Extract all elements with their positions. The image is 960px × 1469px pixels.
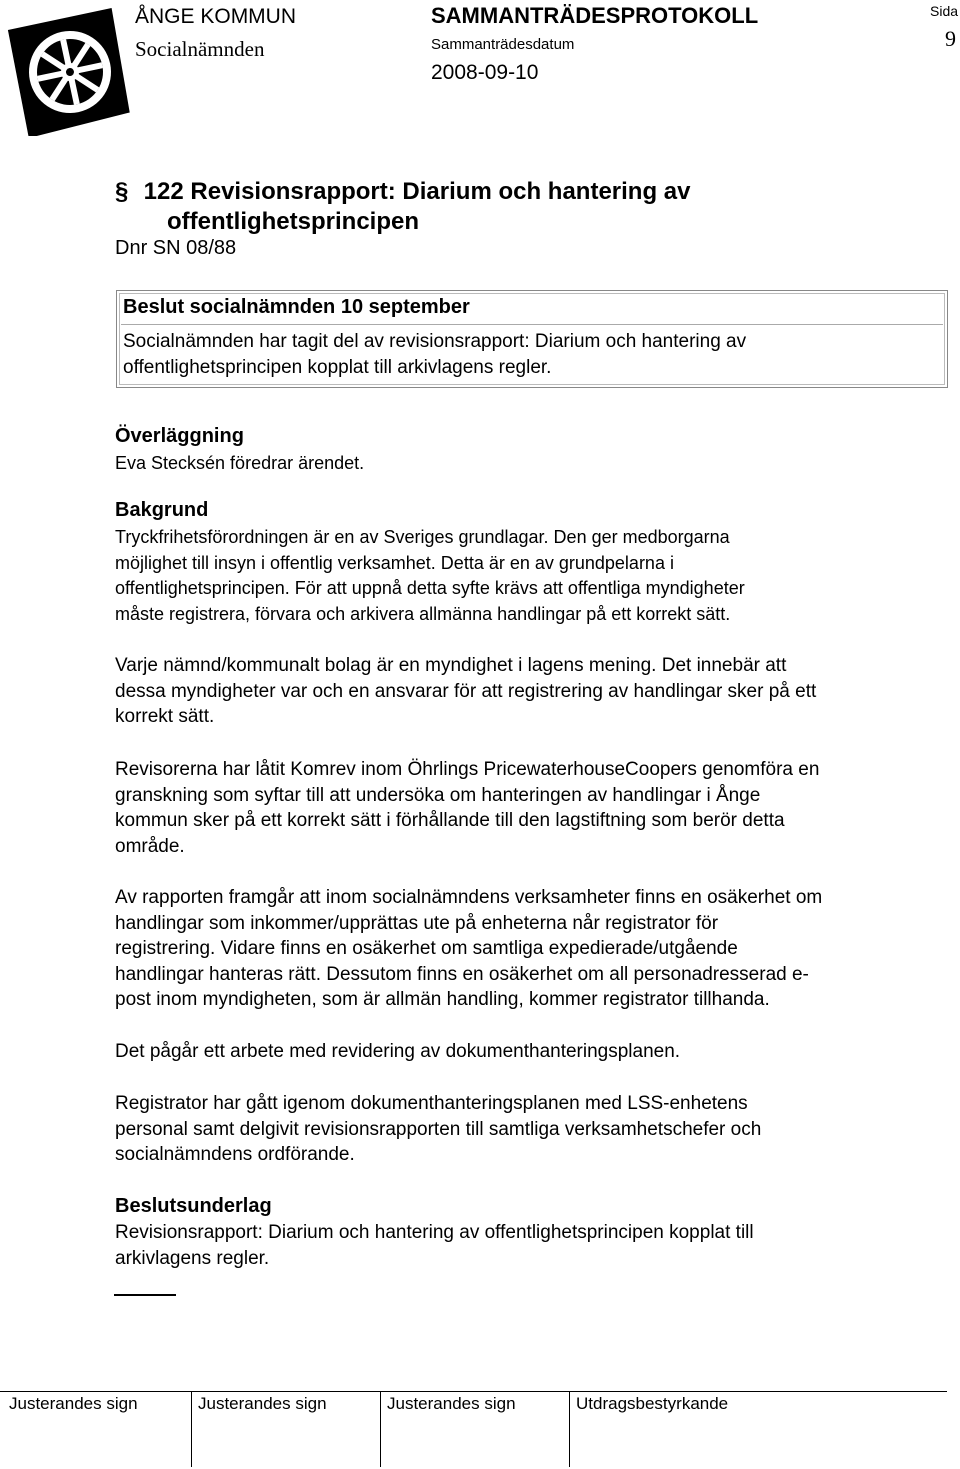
municipal-wheel-emblem-icon xyxy=(6,6,136,136)
text-line: Av rapporten framgår att inom socialnämndens verksamheter finns en osäkerhet om xyxy=(115,887,823,908)
text-line: Revisorerna har låtit Komrev inom Öhrlings PricewaterhouseCoopers genomföra en xyxy=(115,759,820,780)
end-rule xyxy=(114,1294,176,1296)
background-paragraph-3 xyxy=(115,757,955,859)
text-line: Registrator har gått igenom dokumenthanteringsplanen med LSS-enhetens xyxy=(115,1093,748,1114)
text-line: handlingar hanteras rätt. Dessutom finns en osäkerhet om all personadresserad e- xyxy=(115,963,809,985)
background-paragraph-1 xyxy=(115,525,955,627)
footer-column-divider xyxy=(380,1391,381,1467)
signature-field-3: Justerandes sign xyxy=(387,1394,516,1413)
text-line: Varje nämnd/kommunalt bolag är en myndighet i lagens mening. Det innebär att xyxy=(115,655,787,676)
background-paragraph-6 xyxy=(115,1091,955,1168)
basis-text xyxy=(115,1220,955,1271)
meeting-date-label: Sammanträdesdatum xyxy=(431,36,575,53)
decision-line: Socialnämnden har tagit del av revisionsrapport: Diarium och hantering av xyxy=(123,331,747,352)
footer-column-divider xyxy=(191,1391,192,1467)
certification-field: Utdragsbestyrkande xyxy=(576,1394,729,1413)
deliberation-heading: Överläggning xyxy=(115,425,244,447)
section-title-line1: 122 Revisionsrapport: Diarium och hantering av xyxy=(143,178,691,205)
decision-box xyxy=(116,290,948,388)
text-line: Revisionsrapport: Diarium och hantering av offentlighetsprincipen kopplat till xyxy=(115,1222,754,1243)
page-number: 9 xyxy=(945,26,956,51)
meeting-date: 2008-09-10 xyxy=(431,61,539,84)
document-type: SAMMANTRÄDESPROTOKOLL xyxy=(431,3,759,28)
signature-field-2: Justerandes sign xyxy=(198,1394,327,1413)
decision-text xyxy=(123,329,746,380)
deliberation-text: Eva Stecksén föredrar ärendet. xyxy=(115,453,365,473)
text-line: granskning som syftar till att undersöka om hanteringen av handlingar i Ånge xyxy=(115,784,761,806)
background-paragraph-4 xyxy=(115,885,955,1013)
text-line: kommun sker på ett korrekt sätt i förhållande till den lagstiftning som berör detta xyxy=(115,810,785,832)
text-line: personal samt delgivit revisionsrapporten till samtliga verksamhetschefer och xyxy=(115,1118,762,1140)
department-name: Socialnämnden xyxy=(135,37,265,61)
text-line: Tryckfrihetsförordningen är en av Sveriges grundlagar. Den ger medborgarna xyxy=(115,527,730,547)
page-label: Sida xyxy=(930,3,959,19)
text-line: område. xyxy=(115,835,185,857)
decision-divider xyxy=(121,324,943,325)
basis-heading: Beslutsunderlag xyxy=(115,1195,272,1217)
background-paragraph-5 xyxy=(115,1039,955,1065)
text-line: Det pågår ett arbete med revidering av dokumenthanteringsplanen. xyxy=(115,1041,681,1062)
text-line: dessa myndigheter var och en ansvarar för att registrering av handlingar sker på ett xyxy=(115,680,817,702)
text-line: registrering. Vidare finns en osäkerhet om samtliga expedierade/utgående xyxy=(115,938,738,960)
background-heading: Bakgrund xyxy=(115,499,209,521)
text-line: måste registrera, förvara och arkivera allmänna handlingar på ett korrekt sätt. xyxy=(115,603,731,624)
text-line: möjlighet till insyn i offentlig verksamhet. Detta är en av grundpelarna i xyxy=(115,552,674,573)
footer-divider xyxy=(0,1391,947,1392)
text-line: handlingar som inkommer/upprättas ute på enheterna når registrator för xyxy=(115,912,719,934)
footer-column-divider xyxy=(569,1391,570,1467)
text-line: post inom myndigheten, som är allmän handling, kommer registrator tillhanda. xyxy=(115,989,770,1011)
signature-field-1: Justerandes sign xyxy=(9,1394,138,1413)
case-number: Dnr SN 08/88 xyxy=(115,237,237,259)
section-title-line2: offentlighetsprincipen xyxy=(167,208,419,235)
background-paragraph-2 xyxy=(115,653,955,730)
organization-name: ÅNGE KOMMUN xyxy=(135,5,297,28)
text-line: arkivlagens regler. xyxy=(115,1247,270,1269)
text-line: offentlighetsprincipen. För att uppnå detta syfte krävs att offentliga myndigheter xyxy=(115,578,745,599)
text-line: korrekt sätt. xyxy=(115,706,215,728)
section-symbol: § xyxy=(115,178,129,205)
section-title xyxy=(115,177,935,237)
text-line: socialnämndens ordförande. xyxy=(115,1144,355,1166)
decision-heading: Beslut socialnämnden 10 september xyxy=(123,296,470,318)
decision-line: offentlighetsprincipen kopplat till arkivlagens regler. xyxy=(123,356,552,378)
